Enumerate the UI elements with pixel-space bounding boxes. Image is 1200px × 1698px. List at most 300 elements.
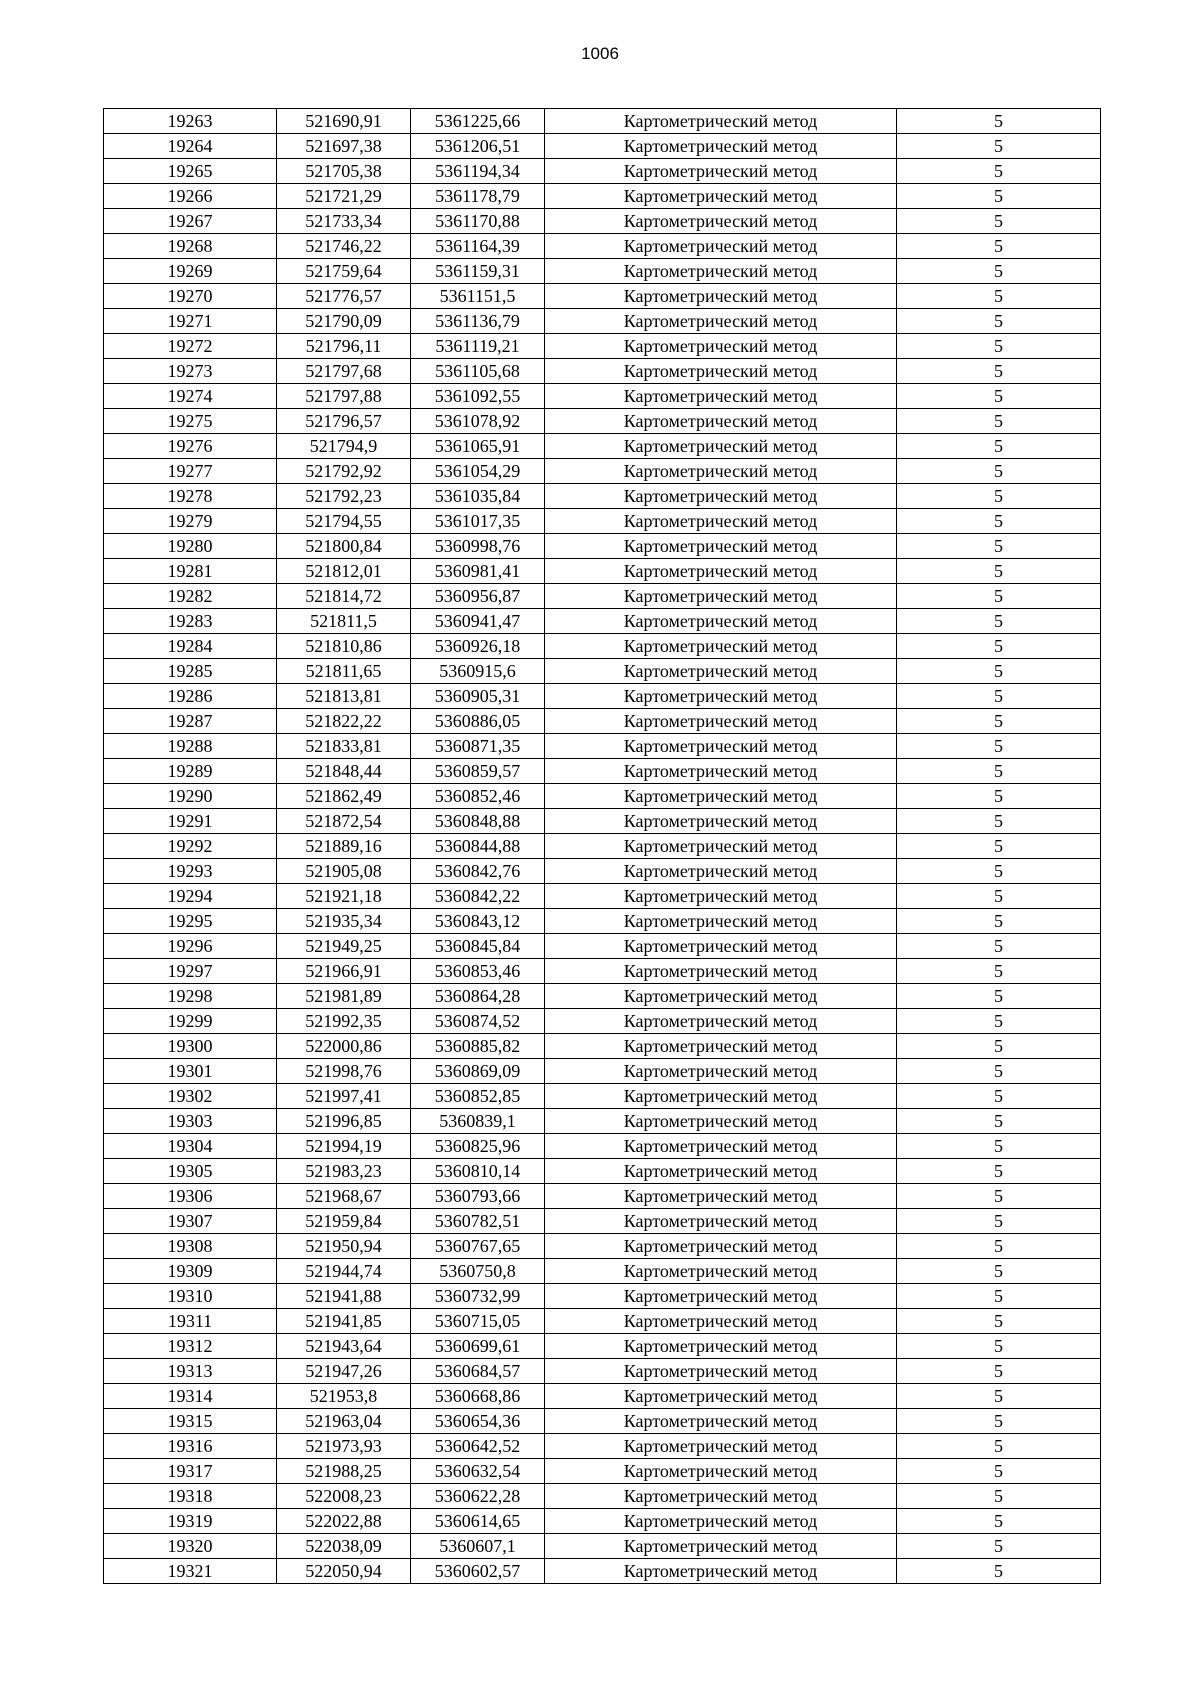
- x-coordinate-cell: 521947,26: [277, 1359, 411, 1384]
- x-coordinate-cell: 521862,49: [277, 784, 411, 809]
- x-coordinate-cell: 521811,65: [277, 659, 411, 684]
- y-coordinate-cell: 5360843,12: [411, 909, 545, 934]
- table-row: [104, 584, 1101, 609]
- y-coordinate-cell: 5361017,35: [411, 509, 545, 534]
- accuracy-cell: 5: [897, 1109, 1101, 1134]
- table-row: [104, 659, 1101, 684]
- point-number-cell: 19291: [104, 809, 277, 834]
- accuracy-cell: 5: [897, 1534, 1101, 1559]
- point-number-cell: 19269: [104, 259, 277, 284]
- table-row: [104, 1109, 1101, 1134]
- point-number-cell: 19305: [104, 1159, 277, 1184]
- y-coordinate-cell: 5360715,05: [411, 1309, 545, 1334]
- table-row: [104, 459, 1101, 484]
- y-coordinate-cell: 5361105,68: [411, 359, 545, 384]
- method-cell: Картометрический метод: [545, 984, 897, 1009]
- y-coordinate-cell: 5360844,88: [411, 834, 545, 859]
- x-coordinate-cell: 521905,08: [277, 859, 411, 884]
- x-coordinate-cell: 521796,57: [277, 409, 411, 434]
- method-cell: Картометрический метод: [545, 259, 897, 284]
- y-coordinate-cell: 5360859,57: [411, 759, 545, 784]
- table-row: [104, 809, 1101, 834]
- table-row: [104, 409, 1101, 434]
- accuracy-cell: 5: [897, 759, 1101, 784]
- y-coordinate-cell: 5361119,21: [411, 334, 545, 359]
- method-cell: Картометрический метод: [545, 634, 897, 659]
- x-coordinate-cell: 521813,81: [277, 684, 411, 709]
- x-coordinate-cell: 521800,84: [277, 534, 411, 559]
- table-row: [104, 734, 1101, 759]
- accuracy-cell: 5: [897, 384, 1101, 409]
- method-cell: Картометрический метод: [545, 1384, 897, 1409]
- y-coordinate-cell: 5360864,28: [411, 984, 545, 1009]
- x-coordinate-cell: 522038,09: [277, 1534, 411, 1559]
- method-cell: Картометрический метод: [545, 109, 897, 134]
- accuracy-cell: 5: [897, 1409, 1101, 1434]
- accuracy-cell: 5: [897, 634, 1101, 659]
- coordinates-table: [103, 108, 1101, 1584]
- table-row: [104, 1184, 1101, 1209]
- point-number-cell: 19319: [104, 1509, 277, 1534]
- accuracy-cell: 5: [897, 459, 1101, 484]
- table-row: [104, 484, 1101, 509]
- method-cell: Картометрический метод: [545, 1234, 897, 1259]
- x-coordinate-cell: 521759,64: [277, 259, 411, 284]
- x-coordinate-cell: 522008,23: [277, 1484, 411, 1509]
- point-number-cell: 19268: [104, 234, 277, 259]
- x-coordinate-cell: 521794,9: [277, 434, 411, 459]
- y-coordinate-cell: 5360632,54: [411, 1459, 545, 1484]
- y-coordinate-cell: 5360956,87: [411, 584, 545, 609]
- x-coordinate-cell: 521950,94: [277, 1234, 411, 1259]
- table-row: [104, 109, 1101, 134]
- point-number-cell: 19277: [104, 459, 277, 484]
- accuracy-cell: 5: [897, 959, 1101, 984]
- table-row: [104, 559, 1101, 584]
- method-cell: Картометрический метод: [545, 484, 897, 509]
- y-coordinate-cell: 5360998,76: [411, 534, 545, 559]
- x-coordinate-cell: 521981,89: [277, 984, 411, 1009]
- x-coordinate-cell: 521994,19: [277, 1134, 411, 1159]
- point-number-cell: 19308: [104, 1234, 277, 1259]
- table-row: [104, 1059, 1101, 1084]
- method-cell: Картометрический метод: [545, 759, 897, 784]
- point-number-cell: 19321: [104, 1559, 277, 1584]
- x-coordinate-cell: 521721,29: [277, 184, 411, 209]
- accuracy-cell: 5: [897, 1284, 1101, 1309]
- accuracy-cell: 5: [897, 1259, 1101, 1284]
- point-number-cell: 19294: [104, 884, 277, 909]
- point-number-cell: 19281: [104, 559, 277, 584]
- method-cell: Картометрический метод: [545, 659, 897, 684]
- method-cell: Картометрический метод: [545, 284, 897, 309]
- point-number-cell: 19304: [104, 1134, 277, 1159]
- table-row: [104, 534, 1101, 559]
- method-cell: Картометрический метод: [545, 1009, 897, 1034]
- point-number-cell: 19295: [104, 909, 277, 934]
- table-row: [104, 984, 1101, 1009]
- point-number-cell: 19310: [104, 1284, 277, 1309]
- point-number-cell: 19302: [104, 1084, 277, 1109]
- table-row: [104, 709, 1101, 734]
- accuracy-cell: 5: [897, 909, 1101, 934]
- x-coordinate-cell: 521941,88: [277, 1284, 411, 1309]
- table-row: [104, 909, 1101, 934]
- x-coordinate-cell: 521949,25: [277, 934, 411, 959]
- point-number-cell: 19267: [104, 209, 277, 234]
- x-coordinate-cell: 522050,94: [277, 1559, 411, 1584]
- y-coordinate-cell: 5360668,86: [411, 1384, 545, 1409]
- method-cell: Картометрический метод: [545, 1509, 897, 1534]
- x-coordinate-cell: 521921,18: [277, 884, 411, 909]
- y-coordinate-cell: 5361035,84: [411, 484, 545, 509]
- accuracy-cell: 5: [897, 334, 1101, 359]
- accuracy-cell: 5: [897, 784, 1101, 809]
- method-cell: Картометрический метод: [545, 1059, 897, 1084]
- y-coordinate-cell: 5360732,99: [411, 1284, 545, 1309]
- x-coordinate-cell: 521983,23: [277, 1159, 411, 1184]
- x-coordinate-cell: 521811,5: [277, 609, 411, 634]
- accuracy-cell: 5: [897, 834, 1101, 859]
- x-coordinate-cell: 521690,91: [277, 109, 411, 134]
- x-coordinate-cell: 521792,23: [277, 484, 411, 509]
- table-row: [104, 1384, 1101, 1409]
- method-cell: Картометрический метод: [545, 1209, 897, 1234]
- method-cell: Картометрический метод: [545, 1409, 897, 1434]
- x-coordinate-cell: 521997,41: [277, 1084, 411, 1109]
- accuracy-cell: 5: [897, 1234, 1101, 1259]
- accuracy-cell: 5: [897, 259, 1101, 284]
- x-coordinate-cell: 521776,57: [277, 284, 411, 309]
- method-cell: Картометрический метод: [545, 559, 897, 584]
- x-coordinate-cell: 521812,01: [277, 559, 411, 584]
- x-coordinate-cell: 522022,88: [277, 1509, 411, 1534]
- method-cell: Картометрический метод: [545, 1134, 897, 1159]
- table-row: [104, 1359, 1101, 1384]
- method-cell: Картометрический метод: [545, 1284, 897, 1309]
- accuracy-cell: 5: [897, 684, 1101, 709]
- point-number-cell: 19285: [104, 659, 277, 684]
- point-number-cell: 19297: [104, 959, 277, 984]
- x-coordinate-cell: 521848,44: [277, 759, 411, 784]
- x-coordinate-cell: 521889,16: [277, 834, 411, 859]
- accuracy-cell: 5: [897, 534, 1101, 559]
- table-row: [104, 1159, 1101, 1184]
- table-row: [104, 509, 1101, 534]
- accuracy-cell: 5: [897, 309, 1101, 334]
- table-row: [104, 259, 1101, 284]
- accuracy-cell: 5: [897, 1084, 1101, 1109]
- method-cell: Картометрический метод: [545, 134, 897, 159]
- y-coordinate-cell: 5361151,5: [411, 284, 545, 309]
- x-coordinate-cell: 521794,55: [277, 509, 411, 534]
- method-cell: Картометрический метод: [545, 809, 897, 834]
- point-number-cell: 19279: [104, 509, 277, 534]
- y-coordinate-cell: 5360848,88: [411, 809, 545, 834]
- point-number-cell: 19320: [104, 1534, 277, 1559]
- y-coordinate-cell: 5360981,41: [411, 559, 545, 584]
- x-coordinate-cell: 521796,11: [277, 334, 411, 359]
- y-coordinate-cell: 5361194,34: [411, 159, 545, 184]
- point-number-cell: 19311: [104, 1309, 277, 1334]
- accuracy-cell: 5: [897, 1134, 1101, 1159]
- accuracy-cell: 5: [897, 1159, 1101, 1184]
- point-number-cell: 19292: [104, 834, 277, 859]
- point-number-cell: 19296: [104, 934, 277, 959]
- point-number-cell: 19264: [104, 134, 277, 159]
- y-coordinate-cell: 5361164,39: [411, 234, 545, 259]
- y-coordinate-cell: 5360793,66: [411, 1184, 545, 1209]
- method-cell: Картометрический метод: [545, 584, 897, 609]
- accuracy-cell: 5: [897, 134, 1101, 159]
- point-number-cell: 19309: [104, 1259, 277, 1284]
- point-number-cell: 19307: [104, 1209, 277, 1234]
- accuracy-cell: 5: [897, 1484, 1101, 1509]
- x-coordinate-cell: 521733,34: [277, 209, 411, 234]
- accuracy-cell: 5: [897, 609, 1101, 634]
- x-coordinate-cell: 522000,86: [277, 1034, 411, 1059]
- x-coordinate-cell: 521941,85: [277, 1309, 411, 1334]
- method-cell: Картометрический метод: [545, 184, 897, 209]
- accuracy-cell: 5: [897, 284, 1101, 309]
- table-row: [104, 1509, 1101, 1534]
- point-number-cell: 19317: [104, 1459, 277, 1484]
- point-number-cell: 19275: [104, 409, 277, 434]
- y-coordinate-cell: 5361054,29: [411, 459, 545, 484]
- method-cell: Картометрический метод: [545, 384, 897, 409]
- accuracy-cell: 5: [897, 159, 1101, 184]
- x-coordinate-cell: 521697,38: [277, 134, 411, 159]
- x-coordinate-cell: 521959,84: [277, 1209, 411, 1234]
- x-coordinate-cell: 521822,22: [277, 709, 411, 734]
- table-row: [104, 959, 1101, 984]
- y-coordinate-cell: 5360810,14: [411, 1159, 545, 1184]
- x-coordinate-cell: 521988,25: [277, 1459, 411, 1484]
- y-coordinate-cell: 5360607,1: [411, 1534, 545, 1559]
- y-coordinate-cell: 5360886,05: [411, 709, 545, 734]
- table-row: [104, 884, 1101, 909]
- x-coordinate-cell: 521943,64: [277, 1334, 411, 1359]
- y-coordinate-cell: 5360654,36: [411, 1409, 545, 1434]
- x-coordinate-cell: 521935,34: [277, 909, 411, 934]
- y-coordinate-cell: 5360852,46: [411, 784, 545, 809]
- accuracy-cell: 5: [897, 1009, 1101, 1034]
- method-cell: Картометрический метод: [545, 1159, 897, 1184]
- method-cell: Картометрический метод: [545, 1334, 897, 1359]
- method-cell: Картометрический метод: [545, 934, 897, 959]
- x-coordinate-cell: 521797,88: [277, 384, 411, 409]
- method-cell: Картометрический метод: [545, 609, 897, 634]
- table-row: [104, 1534, 1101, 1559]
- method-cell: Картометрический метод: [545, 1559, 897, 1584]
- accuracy-cell: 5: [897, 709, 1101, 734]
- y-coordinate-cell: 5361159,31: [411, 259, 545, 284]
- y-coordinate-cell: 5360839,1: [411, 1109, 545, 1134]
- y-coordinate-cell: 5361178,79: [411, 184, 545, 209]
- method-cell: Картометрический метод: [545, 684, 897, 709]
- point-number-cell: 19301: [104, 1059, 277, 1084]
- point-number-cell: 19266: [104, 184, 277, 209]
- y-coordinate-cell: 5360915,6: [411, 659, 545, 684]
- method-cell: Картометрический метод: [545, 1034, 897, 1059]
- y-coordinate-cell: 5360622,28: [411, 1484, 545, 1509]
- point-number-cell: 19283: [104, 609, 277, 634]
- table-row: [104, 1559, 1101, 1584]
- y-coordinate-cell: 5360750,8: [411, 1259, 545, 1284]
- table-row: [104, 1434, 1101, 1459]
- point-number-cell: 19315: [104, 1409, 277, 1434]
- method-cell: Картометрический метод: [545, 1309, 897, 1334]
- method-cell: Картометрический метод: [545, 1534, 897, 1559]
- x-coordinate-cell: 521705,38: [277, 159, 411, 184]
- method-cell: Картометрический метод: [545, 1484, 897, 1509]
- point-number-cell: 19300: [104, 1034, 277, 1059]
- y-coordinate-cell: 5360852,85: [411, 1084, 545, 1109]
- table-row: [104, 1309, 1101, 1334]
- y-coordinate-cell: 5361092,55: [411, 384, 545, 409]
- point-number-cell: 19271: [104, 309, 277, 334]
- accuracy-cell: 5: [897, 434, 1101, 459]
- point-number-cell: 19290: [104, 784, 277, 809]
- point-number-cell: 19274: [104, 384, 277, 409]
- method-cell: Картометрический метод: [545, 1459, 897, 1484]
- x-coordinate-cell: 521746,22: [277, 234, 411, 259]
- y-coordinate-cell: 5360684,57: [411, 1359, 545, 1384]
- y-coordinate-cell: 5360602,57: [411, 1559, 545, 1584]
- accuracy-cell: 5: [897, 1559, 1101, 1584]
- accuracy-cell: 5: [897, 659, 1101, 684]
- x-coordinate-cell: 521973,93: [277, 1434, 411, 1459]
- method-cell: Картометрический метод: [545, 309, 897, 334]
- method-cell: Картометрический метод: [545, 1084, 897, 1109]
- table-row: [104, 1259, 1101, 1284]
- page-number: 1006: [581, 44, 619, 63]
- table-row: [104, 634, 1101, 659]
- y-coordinate-cell: 5361078,92: [411, 409, 545, 434]
- accuracy-cell: 5: [897, 884, 1101, 909]
- y-coordinate-cell: 5360842,76: [411, 859, 545, 884]
- x-coordinate-cell: 521792,92: [277, 459, 411, 484]
- method-cell: Картометрический метод: [545, 884, 897, 909]
- x-coordinate-cell: 521963,04: [277, 1409, 411, 1434]
- x-coordinate-cell: 521797,68: [277, 359, 411, 384]
- accuracy-cell: 5: [897, 1384, 1101, 1409]
- accuracy-cell: 5: [897, 1059, 1101, 1084]
- accuracy-cell: 5: [897, 1334, 1101, 1359]
- y-coordinate-cell: 5360842,22: [411, 884, 545, 909]
- y-coordinate-cell: 5360642,52: [411, 1434, 545, 1459]
- table-row: [104, 1459, 1101, 1484]
- accuracy-cell: 5: [897, 1309, 1101, 1334]
- y-coordinate-cell: 5360767,65: [411, 1234, 545, 1259]
- y-coordinate-cell: 5360905,31: [411, 684, 545, 709]
- table-row: [104, 784, 1101, 809]
- method-cell: Картометрический метод: [545, 459, 897, 484]
- table-row: [104, 1284, 1101, 1309]
- table-row: [104, 759, 1101, 784]
- y-coordinate-cell: 5360885,82: [411, 1034, 545, 1059]
- y-coordinate-cell: 5361225,66: [411, 109, 545, 134]
- accuracy-cell: 5: [897, 809, 1101, 834]
- point-number-cell: 19288: [104, 734, 277, 759]
- method-cell: Картометрический метод: [545, 1109, 897, 1134]
- table-row: [104, 1084, 1101, 1109]
- method-cell: Картометрический метод: [545, 409, 897, 434]
- accuracy-cell: 5: [897, 484, 1101, 509]
- method-cell: Картометрический метод: [545, 1359, 897, 1384]
- point-number-cell: 19314: [104, 1384, 277, 1409]
- table-row: [104, 384, 1101, 409]
- accuracy-cell: 5: [897, 1509, 1101, 1534]
- point-number-cell: 19303: [104, 1109, 277, 1134]
- point-number-cell: 19270: [104, 284, 277, 309]
- y-coordinate-cell: 5361136,79: [411, 309, 545, 334]
- x-coordinate-cell: 521944,74: [277, 1259, 411, 1284]
- point-number-cell: 19278: [104, 484, 277, 509]
- method-cell: Картометрический метод: [545, 959, 897, 984]
- method-cell: Картометрический метод: [545, 209, 897, 234]
- table-row: [104, 834, 1101, 859]
- accuracy-cell: 5: [897, 1034, 1101, 1059]
- point-number-cell: 19263: [104, 109, 277, 134]
- accuracy-cell: 5: [897, 934, 1101, 959]
- method-cell: Картометрический метод: [545, 509, 897, 534]
- method-cell: Картометрический метод: [545, 359, 897, 384]
- table-row: [104, 1209, 1101, 1234]
- y-coordinate-cell: 5360782,51: [411, 1209, 545, 1234]
- point-number-cell: 19318: [104, 1484, 277, 1509]
- table-row: [104, 359, 1101, 384]
- y-coordinate-cell: 5360926,18: [411, 634, 545, 659]
- method-cell: Картометрический метод: [545, 534, 897, 559]
- y-coordinate-cell: 5361206,51: [411, 134, 545, 159]
- table-row: [104, 234, 1101, 259]
- method-cell: Картометрический метод: [545, 434, 897, 459]
- point-number-cell: 19282: [104, 584, 277, 609]
- y-coordinate-cell: 5361170,88: [411, 209, 545, 234]
- accuracy-cell: 5: [897, 109, 1101, 134]
- x-coordinate-cell: 521968,67: [277, 1184, 411, 1209]
- accuracy-cell: 5: [897, 359, 1101, 384]
- accuracy-cell: 5: [897, 1434, 1101, 1459]
- table-row: [104, 159, 1101, 184]
- table-row: [104, 334, 1101, 359]
- method-cell: Картометрический метод: [545, 1434, 897, 1459]
- x-coordinate-cell: 521998,76: [277, 1059, 411, 1084]
- accuracy-cell: 5: [897, 984, 1101, 1009]
- y-coordinate-cell: 5360941,47: [411, 609, 545, 634]
- point-number-cell: 19298: [104, 984, 277, 1009]
- table-row: [104, 609, 1101, 634]
- accuracy-cell: 5: [897, 1459, 1101, 1484]
- method-cell: Картометрический метод: [545, 909, 897, 934]
- accuracy-cell: 5: [897, 559, 1101, 584]
- table-row: [104, 184, 1101, 209]
- accuracy-cell: 5: [897, 509, 1101, 534]
- method-cell: Картометрический метод: [545, 834, 897, 859]
- method-cell: Картометрический метод: [545, 1259, 897, 1284]
- accuracy-cell: 5: [897, 1359, 1101, 1384]
- table-row: [104, 1409, 1101, 1434]
- accuracy-cell: 5: [897, 1184, 1101, 1209]
- point-number-cell: 19313: [104, 1359, 277, 1384]
- y-coordinate-cell: 5360845,84: [411, 934, 545, 959]
- x-coordinate-cell: 521992,35: [277, 1009, 411, 1034]
- point-number-cell: 19272: [104, 334, 277, 359]
- table-row: [104, 1234, 1101, 1259]
- y-coordinate-cell: 5360825,96: [411, 1134, 545, 1159]
- table-row: [104, 934, 1101, 959]
